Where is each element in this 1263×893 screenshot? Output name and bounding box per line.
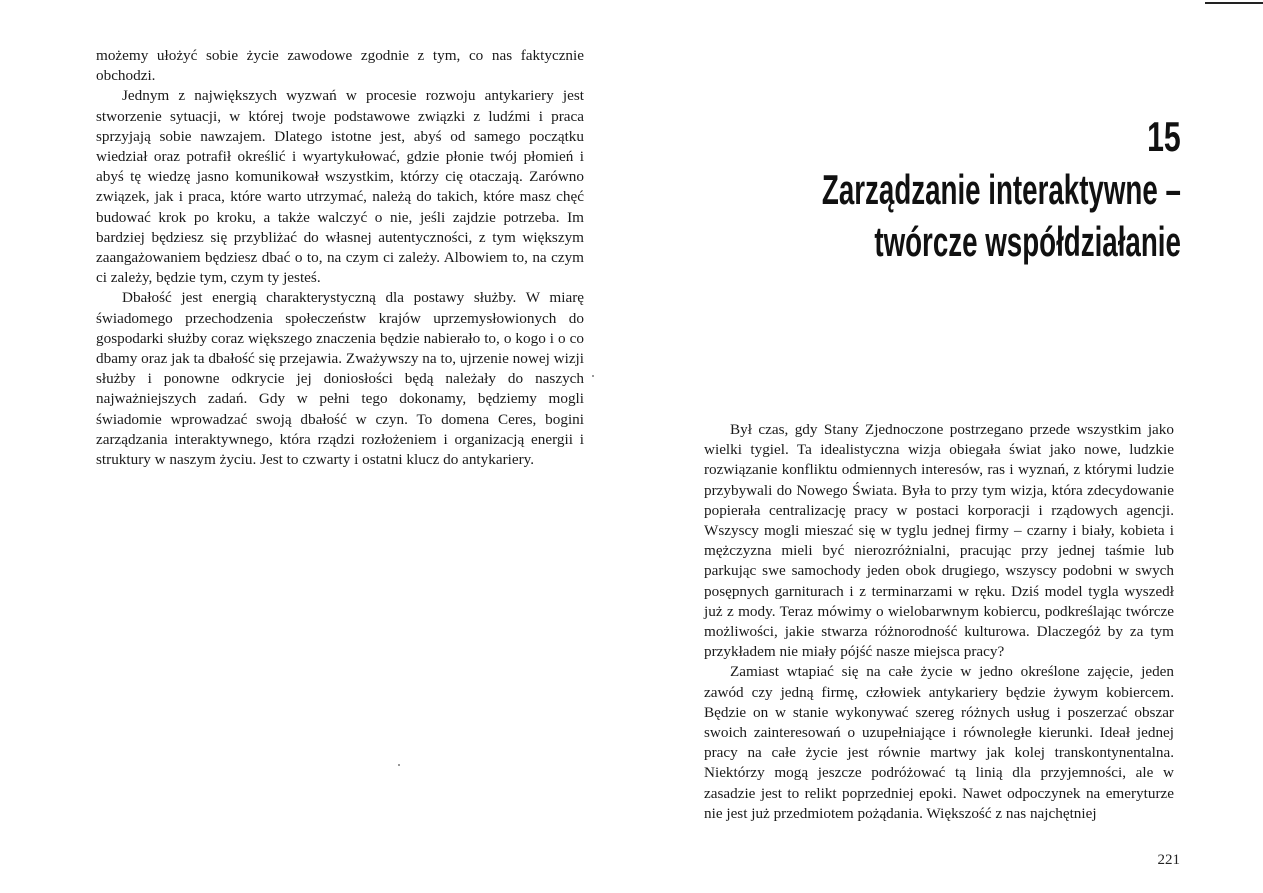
right-paragraph-1: Był czas, gdy Stany Zjednoczone postrzegano przede wszystkim jako wielki tygiel. Ta idealistyczna wizja obiegała świat jako nowe, ludzkie rozwiązanie konfliktu odmiennych interesów, ras i wyznań, z którymi ludzie przybywali do Nowego Świata. Była to przy tym wizja, która zdecydowanie popierała centralizację pracy w postaci korporacji i rządowych agencji. Wszyscy mogli mieszać się w tyglu jednej firmy – czarny i biały, kobieta i mężczyzna mieli być nierozróżnialni, pracując przy jednej taśmie lub parkując swe samochody jeden obok drugiego, wszyscy podobni w swych posępnych garniturach i z terminarzami w ręku. Dziś model tygla wyszedł już z mody. Teraz mówimy o wielobarwnym kobiercu, podkreślając twórcze możliwości, jakie stwarza różnorodność kulturowa. Dlaczegóż by za tym przykładem nie miały pójść nasze miejsca pracy? — [704, 421, 1174, 661]
right-paragraph-2: Zamiast wtapiać się na całe życie w jedno określone zajęcie, jeden zawód czy jedną firmę, człowiek antykariery będzie żywym kobiercem. Będzie on w stanie wykonywać szereg różnych usług i poszerzać obszar swoich zainteresowań o uzupełniające i równoległe kierunki. Ideał jednej pracy na całe życie jest równie martwy jak kolej transkontynentalna. Niektórzy mogą jeszcze podróżować tą linią dla przyjemności, ale w zasadzie jest to relikt poprzedniej epoki. Nawet odpoczynek na emeryturze nie jest już przedmiotem pożądania. Większość z nas najchętniej — [704, 663, 1174, 822]
chapter-title-line-1: Zarządzanie interaktywne – — [822, 166, 1181, 213]
left-page-body — [96, 46, 584, 470]
chapter-title-line-2: twórcze współdziałanie — [874, 218, 1181, 265]
left-paragraph-2: Jednym z największych wyzwań w procesie rozwoju antykariery jest stworzenie sytuacji, w której twoje podstawowe związki z ludźmi i praca sprzyjają sobie nawzajem. Dlatego istotne jest, abyś od samego początku wiedział oraz potrafił określić i wyartykułować, gdzie płonie twój płomień i abyś tę wiedzę jasno komunikował wszystkim, którzy cię otaczają. Zarówno związek, jak i praca, które warto utrzymać, należą do takich, które masz chęć budować krok po kroku, a także walczyć o nie, jeśli zajdzie potrzeba. Im bardziej będziesz się przybliżać do własnej autentyczności, z tym większym zaangażowaniem będziesz dbać o to, na czym ci zależy. Albowiem to, na czym ci zależy, będzie tym, czym ty jesteś. — [96, 87, 584, 287]
page-number: 221 — [1157, 852, 1180, 868]
right-page-body — [704, 420, 1174, 824]
chapter-number: 15 — [1147, 113, 1181, 160]
right-page — [620, 0, 1263, 893]
left-paragraph-1: możemy ułożyć sobie życie zawodowe zgodnie z tym, co nas faktycznie obchodzi. — [96, 47, 584, 85]
scan-speck — [592, 375, 594, 377]
left-paragraph-3: Dbałość jest energią charakterystyczną dla postawy służby. W miarę świadomego przechodzenia społeczeństw krajów uprzemysłowionych do gospodarki służby coraz większego znaczenia będzie nabierało to, o kogo i o co dbamy oraz jak ta dbałość się przejawia. Zważywszy na to, ujrzenie nowej wizji służby i ponowne odkrycie jej doniosłości będą należały do naszych najważniejszych zadań. Gdy w pełni tego dokonamy, będziemy mogli świadomie wprowadzać swoją dbałość w czyn. To domena Ceres, bogini zarządzania interaktywnego, która rządzi rozłożeniem i organizacją energii i struktury w naszym życiu. Jest to czwarty i ostatni klucz do antykariery. — [96, 289, 584, 469]
left-page — [0, 0, 620, 893]
chapter-title — [822, 164, 1181, 268]
scan-speck — [398, 764, 400, 766]
page-edge-rule — [1205, 2, 1263, 4]
